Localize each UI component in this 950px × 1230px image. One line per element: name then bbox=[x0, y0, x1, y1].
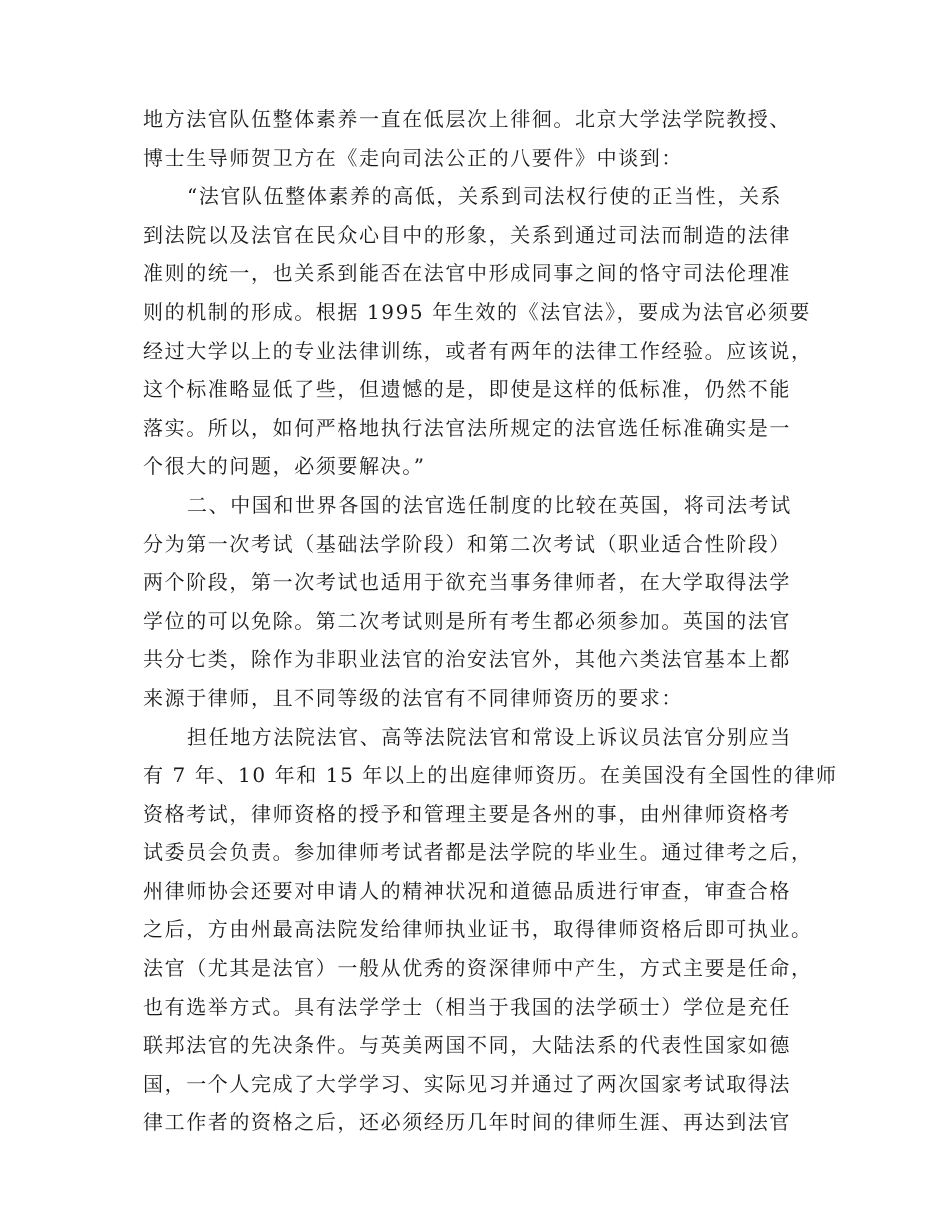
text-line: 国，一个人完成了大学学习、实际见习并通过了两次国家考试取得法 bbox=[143, 1071, 791, 1096]
text-line: 资格考试，律师资格的授予和管理主要是各州的事，由州律师资格考 bbox=[143, 801, 791, 826]
text-line: 二、中国和世界各国的法官选任制度的比较在英国，将司法考试 bbox=[187, 492, 792, 517]
text-line: 联邦法官的先决条件。与英美两国不同，大陆法系的代表性国家如德 bbox=[143, 1033, 791, 1058]
text-line: 准则的统一，也关系到能否在法官中形成同事之间的恪守司法伦理准 bbox=[143, 261, 791, 286]
body-text bbox=[143, 100, 838, 1142]
text-line: 经过大学以上的专业法律训练，或者有两年的法律工作经验。应该说， bbox=[143, 338, 813, 363]
text-line: 律工作者的资格之后，还必须经历几年时间的律师生涯、再达到法官 bbox=[143, 1110, 791, 1135]
text-line: 有 7 年、10 年和 15 年以上的出庭律师资历。在美国没有全国性的律师 bbox=[143, 763, 838, 788]
text-line: 两个阶段，第一次考试也适用于欲充当事务律师者，在大学取得法学 bbox=[143, 570, 791, 595]
text-line: 落实。所以，如何严格地执行法官法所规定的法官选任标准确实是一 bbox=[143, 415, 791, 440]
text-line: 试委员会负责。参加律师考试者都是法学院的毕业生。通过律考之后， bbox=[143, 840, 813, 865]
text-line: 法官（尤其是法官）一般从优秀的资深律师中产生，方式主要是任命， bbox=[143, 956, 813, 981]
text-line: 来源于律师，且不同等级的法官有不同律师资历的要求： bbox=[143, 685, 683, 710]
text-line: “法官队伍整体素养的高低，关系到司法权行使的正当性，关系 bbox=[187, 184, 783, 209]
text-line: 担任地方法院法官、高等法院法官和常设上诉议员法官分别应当 bbox=[187, 724, 792, 749]
text-line: 之后，方由州最高法院发给律师执业证书，取得律师资格后即可执业。 bbox=[143, 917, 813, 942]
text-line: 个很大的问题，必须要解决。” bbox=[143, 454, 426, 479]
text-line: 也有选举方式。具有法学学士（相当于我国的法学硕士）学位是充任 bbox=[143, 994, 791, 1019]
text-line: 到法院以及法官在民众心目中的形象，关系到通过司法而制造的法律 bbox=[143, 222, 791, 247]
text-line: 共分七类，除作为非职业法官的治安法官外，其他六类法官基本上都 bbox=[143, 647, 791, 672]
text-line: 则的机制的形成。根据 1995 年生效的《法官法》，要成为法官必须要 bbox=[143, 299, 812, 324]
text-line: 州律师协会还要对申请人的精神状况和道德品质进行审查，审查合格 bbox=[143, 878, 791, 903]
text-line: 分为第一次考试（基础法学阶段）和第二次考试（职业适合性阶段） bbox=[143, 531, 791, 556]
text-line: 这个标准略显低了些，但遗憾的是，即使是这样的低标准，仍然不能 bbox=[143, 377, 791, 402]
text-line: 地方法官队伍整体素养一直在低层次上徘徊。北京大学法学院教授、 bbox=[143, 107, 791, 131]
text-line: 博士生导师贺卫方在《走向司法公正的八要件》中谈到： bbox=[143, 145, 683, 170]
text-line: 学位的可以免除。第二次考试则是所有考生都必须参加。英国的法官 bbox=[143, 608, 791, 633]
